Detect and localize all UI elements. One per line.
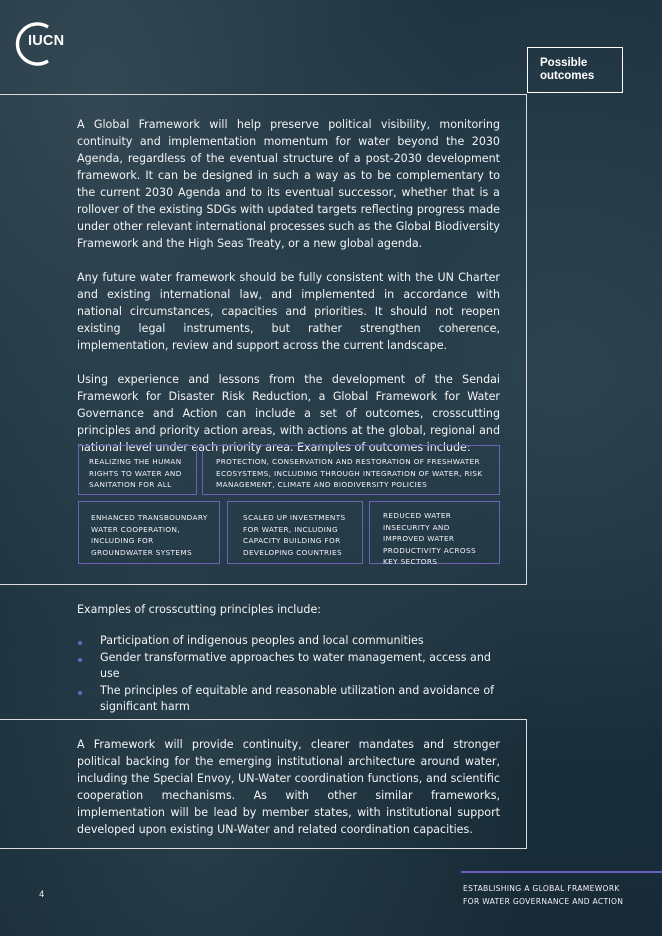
footer-title xyxy=(463,882,662,908)
divider-lower xyxy=(0,719,527,720)
footer-accent-line xyxy=(461,871,662,873)
intro-paragraph-3: Using experience and lessons from the development of the Sendai Framework for Disaster Risk Reduction, a Global Framework for Water Governance and Action can include a set of outcomes, crosscutting principles and priority action areas, with actions at the global, regional and national level under each priority area. Examples of outcomes include: xyxy=(77,373,500,454)
divider-middle xyxy=(0,584,527,585)
outcome-box-3: ENHANCED TRANSBOUNDARY WATER COOPERATION, INCLUDING FOR GROUNDWATER SYSTEMS xyxy=(78,501,220,564)
divider-top xyxy=(0,94,527,95)
footer-title-line-2: FOR WATER GOVERNANCE AND ACTION xyxy=(463,897,624,906)
tag-line-2: outcomes xyxy=(540,69,595,82)
list-item xyxy=(77,650,497,683)
iucn-logo xyxy=(14,20,64,68)
divider-right-1 xyxy=(526,94,527,584)
outcome-box-4: SCALED UP INVESTMENTS FOR WATER, INCLUDING CAPACITY BUILDING FOR DEVELOPING COUNTRIES xyxy=(227,501,363,564)
list-item-text: Participation of indigenous peoples and local communities xyxy=(100,634,424,647)
intro-paragraph-2: Any future water framework should be fully consistent with the UN Charter and existing international law, and implemented in accordance with national circumstances, capacities and priorities. It should not reopen existing legal instruments, but rather strengthen coherence, implementation, review and support across the current landscape. xyxy=(77,271,500,352)
bullet-icon xyxy=(78,691,82,695)
page-number: 4 xyxy=(39,890,45,900)
logo-text: IUCN xyxy=(28,33,65,49)
bullet-icon xyxy=(78,641,82,645)
list-item-text: Gender transformative approaches to water management, access and use xyxy=(100,650,491,680)
crosscutting-title: Examples of crosscutting principles include: xyxy=(77,603,322,616)
closing-paragraph: A Framework will provide continuity, clearer mandates and stronger political backing for the emerging institutional architecture around water, including the Special Envoy, UN-Water coordination functions, and scientific cooperation mechanisms. As with other similar frameworks, implementation will be lead by member states, with institutional support developed upon existing UN-Water and related coordination capacities. xyxy=(77,738,500,836)
outcome-box-2: PROTECTION, CONSERVATION AND RESTORATION OF FRESHWATER ECOSYSTEMS, INCLUDING THROUGH INTEGRATION OF WATER, RISK MANAGEMENT, CLIMATE AND BIODIVERSITY POLICIES xyxy=(202,445,500,495)
outcome-box-1: REALIZING THE HUMAN RIGHTS TO WATER AND SANITATION FOR ALL xyxy=(78,445,197,495)
outcome-box-5: REDUCED WATER INSECURITY AND IMPROVED WATER PRODUCTIVITY ACROSS KEY SECTORS xyxy=(369,501,500,564)
list-item-text: The principles of equitable and reasonable utilization and avoidance of significant harm xyxy=(100,683,495,713)
crosscutting-list xyxy=(77,633,497,716)
intro-text xyxy=(77,116,500,473)
intro-paragraph-1: A Global Framework will help preserve political visibility, monitoring continuity and implementation momentum for water beyond the 2030 Agenda, regardless of the eventual structure of a post-2030 development framework. It can be designed in such a way as to be complementary to the current 2030 Agenda and to its eventual successor, whether that is a rollover of the existing SDGs with updated targets reflecting progress made under other relevant international processes such as the Global Biodiversity Framework and the High Seas Treaty, or a new global agenda. xyxy=(77,118,500,250)
list-item xyxy=(77,683,497,716)
possible-outcomes-tag xyxy=(527,47,623,93)
tag-line-1: Possible xyxy=(540,57,588,69)
bullet-icon xyxy=(78,658,82,662)
closing-text xyxy=(77,736,500,855)
list-item xyxy=(77,633,497,650)
footer-title-line-1: ESTABLISHING A GLOBAL FRAMEWORK xyxy=(463,884,620,893)
divider-right-2 xyxy=(526,719,527,849)
